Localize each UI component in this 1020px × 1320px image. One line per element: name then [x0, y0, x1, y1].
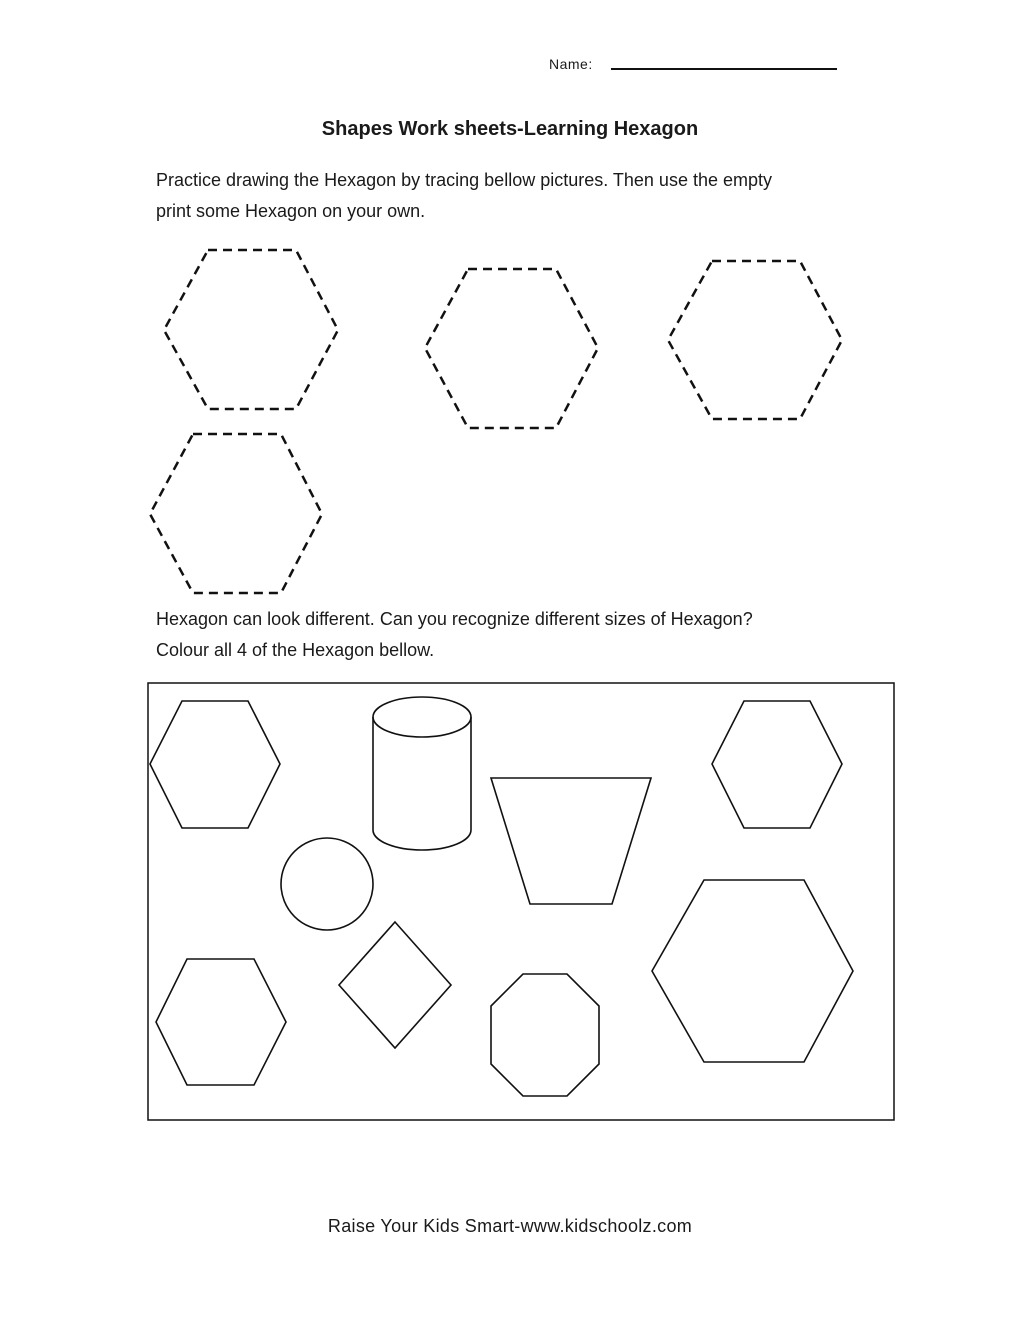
- name-label: Name:: [549, 56, 593, 72]
- page-title: Shapes Work sheets-Learning Hexagon: [321, 118, 699, 140]
- trace-hexagon-2: [425, 269, 598, 428]
- trace-instructions-line-2: print some Hexagon on your own.: [156, 201, 426, 221]
- trace-instructions-line-1: Practice drawing the Hexagon by tracing bellow pictures. Then use the empty: [156, 170, 772, 190]
- octagon-shape: [491, 974, 599, 1096]
- hexagon-small-top-right: [712, 701, 842, 828]
- trace-hexagon-3: [668, 261, 842, 419]
- shapes-box: [148, 683, 894, 1120]
- trace-hexagon-4: [150, 434, 322, 593]
- circle-shape: [281, 838, 373, 930]
- colour-instructions-line-1: Hexagon can look different. Can you recognize different sizes of Hexagon?: [156, 609, 753, 629]
- cylinder-shape: [373, 697, 471, 850]
- diamond-shape: [339, 922, 451, 1048]
- footer-credit: Raise Your Kids Smart-www.kidschoolz.com: [327, 1216, 693, 1236]
- hexagon-small-bottom-left: [156, 959, 286, 1085]
- trapezoid-shape: [491, 778, 651, 904]
- colour-instructions-line-2: Colour all 4 of the Hexagon bellow.: [156, 640, 435, 660]
- cylinder-top: [373, 697, 471, 737]
- trace-hexagon-1: [164, 250, 338, 409]
- hexagon-small-top-left: [150, 701, 280, 828]
- hexagon-large-bottom-right: [652, 880, 853, 1062]
